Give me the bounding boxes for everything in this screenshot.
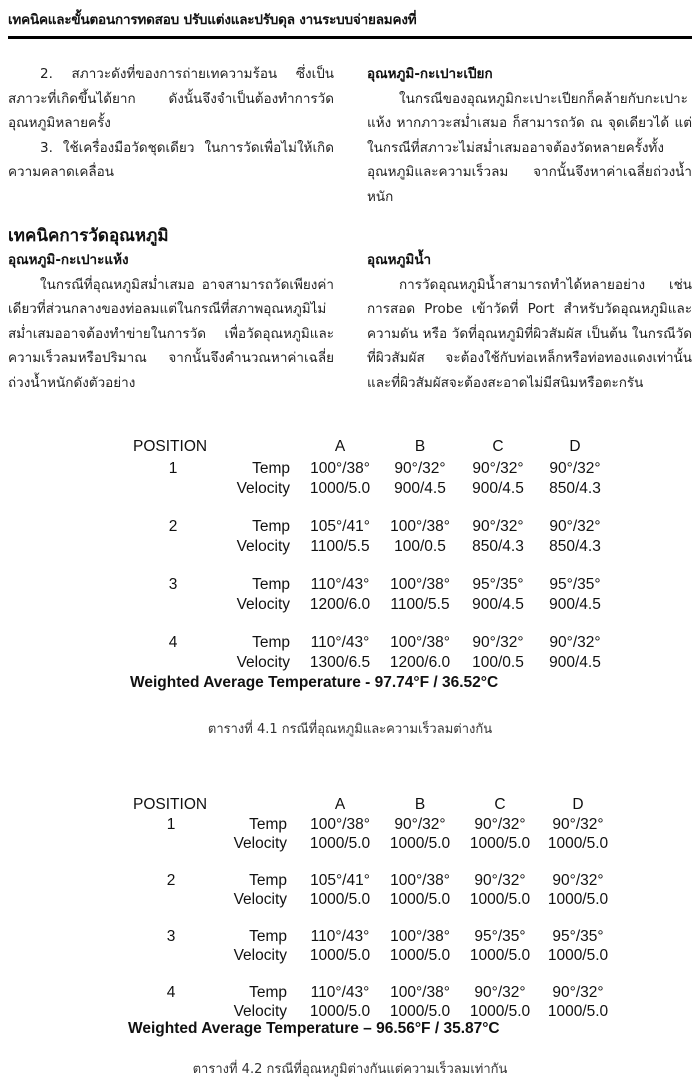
temp-cell: 90°/32° [394,460,446,477]
temp-cell: 95°/35° [472,576,524,593]
temp-cell: 110°/43° [310,928,370,945]
paragraph: ในกรณีของอุณหภูมิกะเปาะเปียกก็คล้ายกับกะเปาะแห้ง หากภาวะสม่ำเสมอ ก็สามารถวัด ณ จุดเดียวได้ แต่ในกรณีที่สภาวะไม่สม่ำเสมออาจต้องวัดหลายครั้งทั้งอุณหภูมิและความเร็วลม จากนั้นจึงหาค่าเฉลี่ยถ่วงน้ำหนัก [367,90,692,205]
row-label-velocity: Velocity [233,835,287,852]
position-number: 2 [168,518,178,535]
velocity-cell: 1000/5.0 [469,1003,531,1020]
weighted-average-1: Weighted Average Temperature - 97.74°F / 36.52°C [130,674,499,691]
header-rule [8,36,692,39]
row-label-temp: Temp [249,816,287,833]
velocity-cell: 900/4.5 [472,596,524,613]
right-column-lower [367,248,692,395]
position-number: 3 [168,576,178,593]
temp-cell: 100°/38° [390,928,450,945]
paragraph: 2. สภาวะดังที่ของการถ่ายเทความร้อน ซึ่งเป็นสภาวะที่เกิดขึ้นได้ยาก ดังนั้นจึงจำเป็นต้องทำการวัดอุณหภูมิหลายครั้ง [8,66,334,131]
temp-cell: 100°/38° [310,816,370,833]
temp-cell: 110°/43° [310,984,370,1001]
temp-cell: 110°/43° [310,634,370,651]
velocity-cell: 1000/5.0 [547,835,609,852]
velocity-cell: 850/4.3 [549,480,601,497]
temp-cell: 90°/32° [552,984,604,1001]
velocity-cell: 1100/5.5 [310,538,370,555]
row-label-velocity: Velocity [233,1003,287,1020]
temp-cell: 105°/41° [310,872,370,889]
row-label-velocity: Velocity [233,947,287,964]
velocity-cell: 1000/5.0 [309,891,371,908]
header-cell: POSITION [133,438,208,455]
position-number: 1 [168,460,178,477]
velocity-cell: 1000/5.0 [309,480,371,497]
temp-cell: 90°/32° [474,816,526,833]
left-column-lower [8,248,334,395]
velocity-cell: 1000/5.0 [389,947,451,964]
paragraph: 3. ใช้เครื่องมือวัดชุดเดียว ในการวัดเพื่อไม่ให้เกิดความคลาดเคลื่อน [8,139,334,180]
temp-cell: 95°/35° [552,928,604,945]
velocity-cell: 1200/6.0 [389,654,451,671]
paragraph: ในกรณีที่อุณหภูมิสม่ำเสมอ อาจสามารถวัดเพียงค่าเดียวที่ส่วนกลางของท่อลมแต่ในกรณีที่สภาพอุณหภูมิไม่สม่ำเสมออาจต้องทำข่ายในการวัด เพื่อวัดอุณหภูมิและความเร็วลมหรือปริมาณ จากนั้นจึงคำนวณหาค่าเฉลี่ยถ่วงน้ำหนักดังตัวอย่าง [8,276,334,391]
data-table-2 [0,796,700,1036]
temp-cell: 90°/32° [552,816,604,833]
row-label-velocity: Velocity [236,538,290,555]
temp-cell: 105°/41° [310,518,370,535]
velocity-cell: 900/4.5 [394,480,446,497]
position-number: 4 [168,634,178,651]
left-column [8,62,334,185]
header-cell: A [334,796,346,813]
weighted-average-2: Weighted Average Temperature – 96.56°F / 35.87°C [128,1020,500,1037]
velocity-cell: 1000/5.0 [389,1003,451,1020]
velocity-cell: 1000/5.0 [469,947,531,964]
temp-cell: 90°/32° [552,872,604,889]
row-label-temp: Temp [249,984,287,1001]
position-number: 3 [166,928,176,945]
row-label-velocity: Velocity [236,654,290,671]
header-cell: B [414,438,426,455]
velocity-cell: 100/0.5 [472,654,524,671]
temp-cell: 95°/35° [474,928,526,945]
running-header: เทคนิคและขั้นตอนการทดสอบ ปรับแต่งและปรับดุล งานระบบจ่ายลมคงที่ [8,12,417,28]
row-label-temp: Temp [249,872,287,889]
velocity-cell: 850/4.3 [549,538,601,555]
temp-cell: 90°/32° [549,518,601,535]
header-cell: D [572,796,584,813]
temp-cell: 90°/32° [549,634,601,651]
velocity-cell: 850/4.3 [472,538,524,555]
subsection-title: อุณหภูมิน้ำ [367,252,432,268]
position-number: 2 [166,872,176,889]
header-cell: A [334,438,346,455]
velocity-cell: 900/4.5 [549,596,601,613]
velocity-cell: 1000/5.0 [469,891,531,908]
velocity-cell: 1000/5.0 [309,1003,371,1020]
velocity-cell: 1000/5.0 [547,1003,609,1020]
temp-cell: 90°/32° [394,816,446,833]
temp-cell: 100°/38° [390,518,450,535]
subsection-title: อุณหภูมิ-กะเปาะเปียก [367,66,493,82]
velocity-cell: 1000/5.0 [309,835,371,852]
header-cell: C [494,796,506,813]
velocity-cell: 900/4.5 [472,480,524,497]
row-label-temp: Temp [252,518,290,535]
temp-cell: 90°/32° [472,634,524,651]
header-cell: C [492,438,504,455]
data-table-1 [0,438,700,698]
row-label-temp: Temp [252,460,290,477]
temp-cell: 90°/32° [474,872,526,889]
subsection-title: อุณหภูมิ-กะเปาะแห้ง [8,252,129,268]
position-number: 4 [166,984,176,1001]
header-cell: POSITION [133,796,208,813]
header-cell: D [569,438,581,455]
table-caption-2: ตารางที่ 4.2 กรณีที่อุณหภูมิต่างกันแต่ความเร็วลมเท่ากัน [192,1062,508,1077]
position-number: 1 [166,816,176,833]
temp-cell: 100°/38° [390,576,450,593]
velocity-cell: 1000/5.0 [547,891,609,908]
temp-cell: 100°/38° [310,460,370,477]
velocity-cell: 1100/5.5 [390,596,450,613]
velocity-cell: 1000/5.0 [469,835,531,852]
temp-cell: 95°/35° [549,576,601,593]
right-column [367,62,692,209]
row-label-velocity: Velocity [233,891,287,908]
row-label-temp: Temp [252,576,290,593]
row-label-temp: Temp [252,634,290,651]
header-cell: B [414,796,426,813]
velocity-cell: 1000/5.0 [389,891,451,908]
velocity-cell: 1000/5.0 [389,835,451,852]
temp-cell: 100°/38° [390,872,450,889]
temp-cell: 90°/32° [472,460,524,477]
paragraph: การวัดอุณหภูมิน้ำสามารถทำได้หลายอย่าง เช่น การสอด Probe เข้าวัดที่ Port สำหรับวัดอุณหภูมิและความดัน หรือ วัดที่อุณหภูมิที่ผิวสัมผัส เป็นต้น ในกรณีวัดที่ผิวสัมผัส จะต้องใช้กับท่อเหล็กหรือท่อทองแดงเท่านั้นและที่ผิวสัมผัสจะต้องสะอาดไม่มีสนิมหรือตะกรัน [367,276,692,391]
velocity-cell: 1000/5.0 [309,947,371,964]
temp-cell: 110°/43° [310,576,370,593]
row-label-temp: Temp [249,928,287,945]
table-caption-1: ตารางที่ 4.1 กรณีที่อุณหภูมิและความเร็วลมต่างกัน [207,722,493,737]
section-title: เทคนิคการวัดอุณหภูมิ [8,226,169,246]
temp-cell: 100°/38° [390,984,450,1001]
temp-cell: 90°/32° [474,984,526,1001]
row-label-velocity: Velocity [236,596,290,613]
temp-cell: 90°/32° [549,460,601,477]
velocity-cell: 1300/6.5 [309,654,371,671]
velocity-cell: 100/0.5 [394,538,446,555]
temp-cell: 100°/38° [390,634,450,651]
temp-cell: 90°/32° [472,518,524,535]
velocity-cell: 900/4.5 [549,654,601,671]
row-label-velocity: Velocity [236,480,290,497]
velocity-cell: 1000/5.0 [547,947,609,964]
velocity-cell: 1200/6.0 [309,596,371,613]
